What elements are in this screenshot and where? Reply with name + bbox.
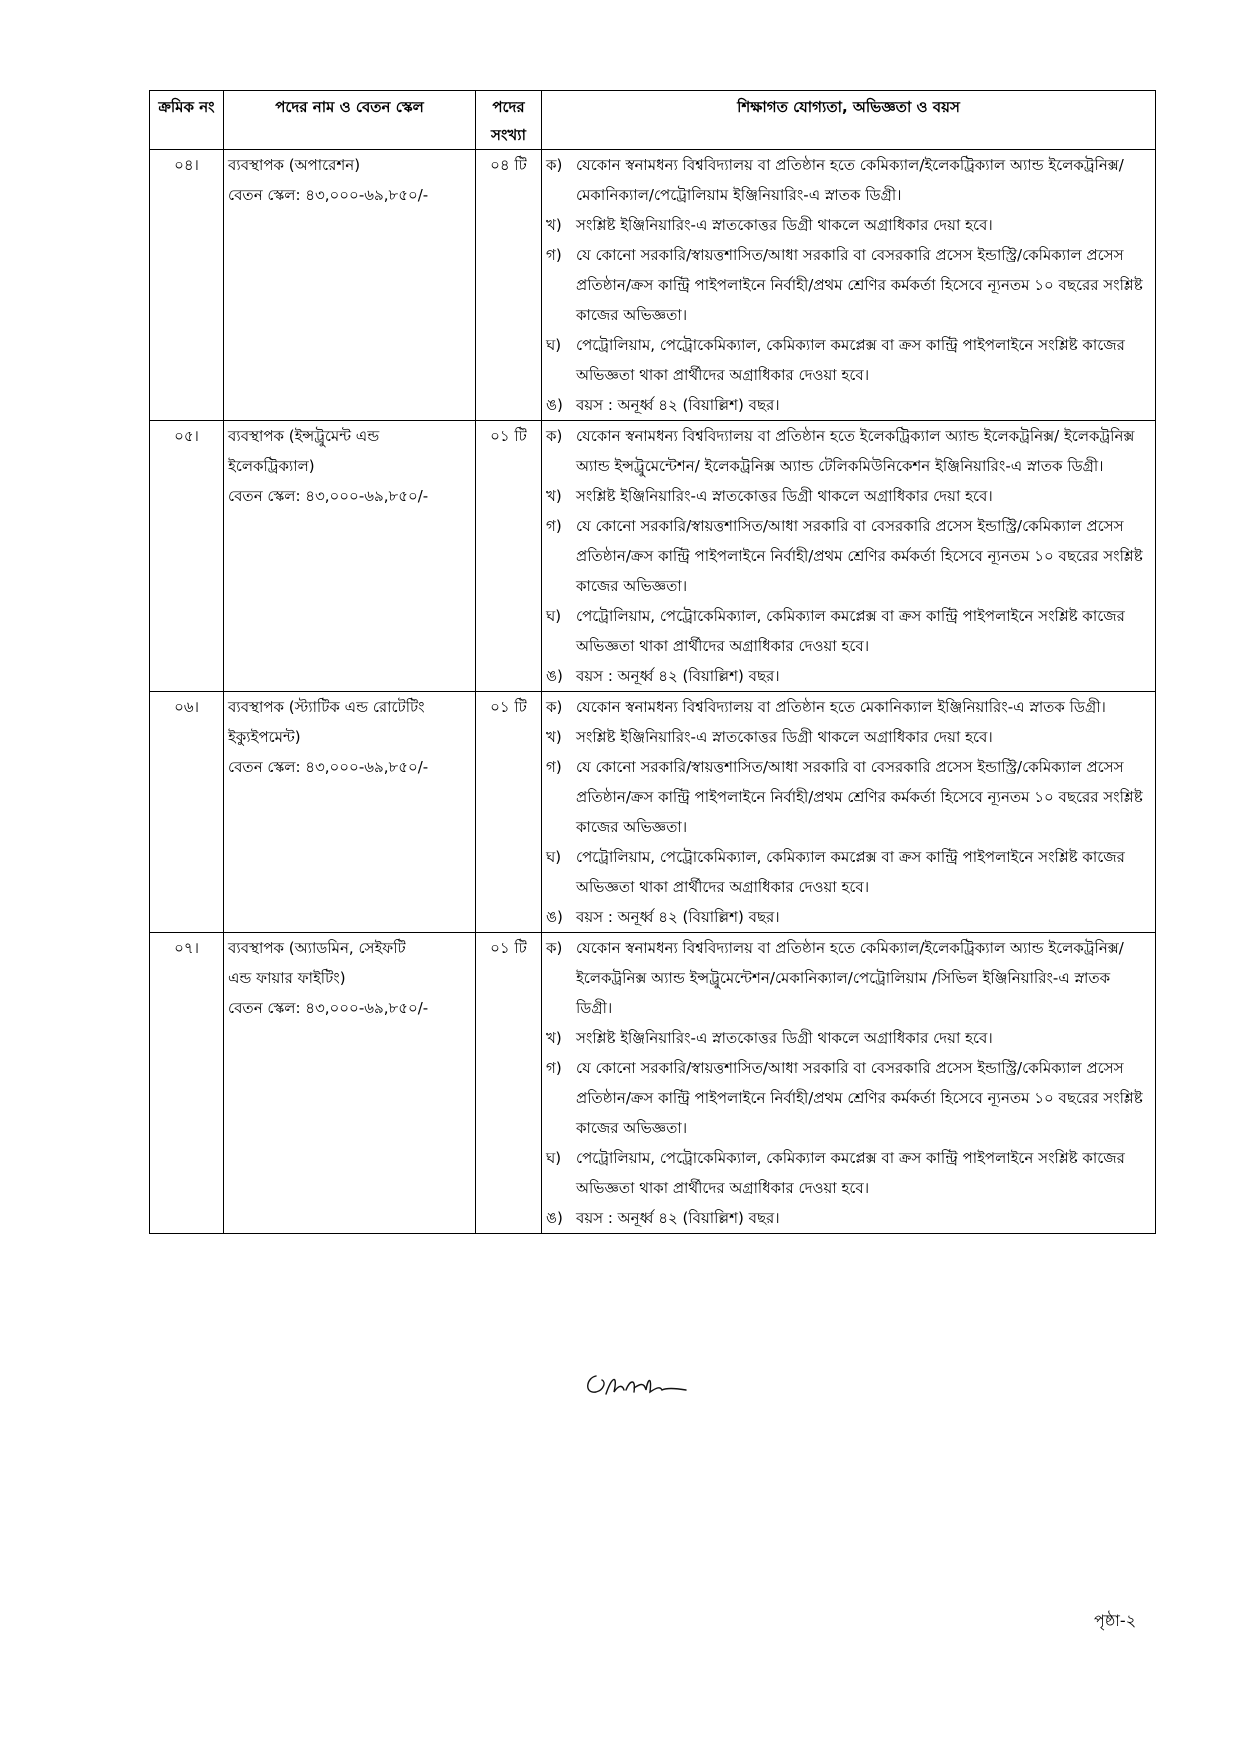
qualification-item — [546, 752, 1151, 842]
item-marker: খ) — [546, 216, 562, 234]
item-marker: ঙ) — [546, 1209, 563, 1227]
post-name-line: ইক্যুইপমেন্ট) — [228, 728, 301, 746]
qualification-item — [546, 1053, 1151, 1143]
table-body — [150, 150, 1156, 1234]
table-row — [150, 150, 1156, 421]
qualification-cell — [542, 150, 1156, 421]
item-marker: ক) — [546, 939, 563, 957]
pay-scale: বেতন স্কেল: ৪৩,০০০-৬৯,৮৫০/- — [228, 758, 429, 776]
item-marker: ঘ) — [546, 336, 562, 354]
item-text: যে কোনো সরকারি/স্বায়ত্তশাসিত/আধা সরকারি বা বেসরকারি প্রসেস ইন্ডাস্ট্রি/কেমিক্যাল প্রসেস প্রতিষ্ঠান/ক্রস কান্ট্রি পাইপলাইনে নির্বাহী/প্রথম শ্রেণির কর্মকর্তা হিসেবে ন্যূনতম ১০ বছরের সংশ্লিষ্ট কাজের অভিজ্ঞতা। — [576, 246, 1143, 324]
item-marker: ঙ) — [546, 396, 563, 414]
posts-table — [149, 90, 1156, 1234]
qualification-cell — [542, 692, 1156, 933]
qualification-item — [546, 902, 1151, 932]
serial-cell: ০৪। — [150, 150, 224, 421]
item-text: পেট্রোলিয়াম, পেট্রোকেমিক্যাল, কেমিক্যাল কমপ্লেক্স বা ক্রস কান্ট্রি পাইপলাইনে সংশ্লিষ্ট কাজের অভিজ্ঞতা থাকা প্রার্থীদের অগ্রাধিকার দেওয়া হবে। — [576, 1149, 1125, 1197]
serial-cell: ০৭। — [150, 933, 224, 1234]
page-number: পৃষ্ঠা-২ — [1094, 1611, 1137, 1630]
serial-cell: ০৬। — [150, 692, 224, 933]
item-marker: খ) — [546, 487, 562, 505]
item-marker: ঘ) — [546, 848, 562, 866]
qualification-list — [546, 421, 1151, 691]
qualification-item — [546, 240, 1151, 330]
post-name-cell — [224, 692, 476, 933]
post-name-line: ব্যবস্থাপক (স্ট্যাটিক এন্ড রোটেটিং — [228, 698, 425, 716]
item-marker: গ) — [546, 517, 562, 535]
qualification-item — [546, 1143, 1151, 1203]
item-text: বয়স : অনূর্ধ্ব ৪২ (বিয়াল্লিশ) বছর। — [576, 667, 780, 685]
item-marker: ক) — [546, 156, 563, 174]
qualification-cell — [542, 421, 1156, 692]
table-row — [150, 692, 1156, 933]
qualification-list — [546, 150, 1151, 420]
serial-cell: ০৫। — [150, 421, 224, 692]
item-marker: ক) — [546, 698, 563, 716]
item-text: পেট্রোলিয়াম, পেট্রোকেমিক্যাল, কেমিক্যাল কমপ্লেক্স বা ক্রস কান্ট্রি পাইপলাইনে সংশ্লিষ্ট কাজের অভিজ্ঞতা থাকা প্রার্থীদের অগ্রাধিকার দেওয়া হবে। — [576, 848, 1125, 896]
qualification-item — [546, 842, 1151, 902]
item-text: যেকোন স্বনামধন্য বিশ্ববিদ্যালয় বা প্রতিষ্ঠান হতে কেমিক্যাল/ইলেকট্রিক্যাল অ্যান্ড ইলেকট্রনিক্স/মেকানিক্যাল/পেট্রোলিয়াম ইঞ্জিনিয়ারিং-এ স্নাতক ডিগ্রী। — [576, 156, 1124, 204]
signature — [582, 1368, 692, 1404]
item-text: পেট্রোলিয়াম, পেট্রোকেমিক্যাল, কেমিক্যাল কমপ্লেক্স বা ক্রস কান্ট্রি পাইপলাইনে সংশ্লিষ্ট কাজের অভিজ্ঞতা থাকা প্রার্থীদের অগ্রাধিকার দেওয়া হবে। — [576, 607, 1125, 655]
item-marker: খ) — [546, 728, 562, 746]
item-text: পেট্রোলিয়াম, পেট্রোকেমিক্যাল, কেমিক্যাল কমপ্লেক্স বা ক্রস কান্ট্রি পাইপলাইনে সংশ্লিষ্ট কাজের অভিজ্ঞতা থাকা প্রার্থীদের অগ্রাধিকার দেওয়া হবে। — [576, 336, 1125, 384]
qualification-item — [546, 390, 1151, 420]
pay-scale: বেতন স্কেল: ৪৩,০০০-৬৯,৮৫০/- — [228, 487, 429, 505]
post-count-cell: ০১ টি — [476, 421, 542, 692]
qualification-item — [546, 692, 1151, 722]
item-marker: ঙ) — [546, 667, 563, 685]
qualification-item — [546, 933, 1151, 1023]
post-name-cell — [224, 421, 476, 692]
table-row — [150, 933, 1156, 1234]
item-text: সংশ্লিষ্ট ইঞ্জিনিয়ারিং-এ স্নাতকোত্তর ডিগ্রী থাকলে অগ্রাধিকার দেয়া হবে। — [576, 728, 993, 746]
header-qualification: শিক্ষাগত যোগ্যতা, অভিজ্ঞতা ও বয়স — [542, 91, 1156, 150]
post-count-cell: ০১ টি — [476, 933, 542, 1234]
table-row — [150, 421, 1156, 692]
qualification-item — [546, 330, 1151, 390]
item-text: যে কোনো সরকারি/স্বায়ত্তশাসিত/আধা সরকারি বা বেসরকারি প্রসেস ইন্ডাস্ট্রি/কেমিক্যাল প্রসেস প্রতিষ্ঠান/ক্রস কান্ট্রি পাইপলাইনে নির্বাহী/প্রথম শ্রেণির কর্মকর্তা হিসেবে ন্যূনতম ১০ বছরের সংশ্লিষ্ট কাজের অভিজ্ঞতা। — [576, 1059, 1143, 1137]
item-text: সংশ্লিষ্ট ইঞ্জিনিয়ারিং-এ স্নাতকোত্তর ডিগ্রী থাকলে অগ্রাধিকার দেয়া হবে। — [576, 216, 993, 234]
qualification-list — [546, 692, 1151, 932]
qualification-item — [546, 421, 1151, 481]
qualification-list — [546, 933, 1151, 1233]
qualification-item — [546, 1023, 1151, 1053]
qualification-item — [546, 511, 1151, 601]
post-count-cell: ০১ টি — [476, 692, 542, 933]
item-text: বয়স : অনূর্ধ্ব ৪২ (বিয়াল্লিশ) বছর। — [576, 396, 780, 414]
qualification-item — [546, 722, 1151, 752]
item-text: বয়স : অনূর্ধ্ব ৪২ (বিয়াল্লিশ) বছর। — [576, 1209, 780, 1227]
qualification-item — [546, 481, 1151, 511]
qualification-item — [546, 601, 1151, 661]
header-post: পদের নাম ও বেতন স্কেল — [224, 91, 476, 150]
post-name-cell — [224, 933, 476, 1234]
post-name-line: ব্যবস্থাপক (ইন্সট্রুমেন্ট এন্ড — [228, 427, 380, 445]
post-name-line: এন্ড ফায়ার ফাইটিং) — [228, 969, 346, 987]
qualification-item — [546, 210, 1151, 240]
item-text: যে কোনো সরকারি/স্বায়ত্তশাসিত/আধা সরকারি বা বেসরকারি প্রসেস ইন্ডাস্ট্রি/কেমিক্যাল প্রসেস প্রতিষ্ঠান/ক্রস কান্ট্রি পাইপলাইনে নির্বাহী/প্রথম শ্রেণির কর্মকর্তা হিসেবে ন্যূনতম ১০ বছরের সংশ্লিষ্ট কাজের অভিজ্ঞতা। — [576, 517, 1143, 595]
item-marker: গ) — [546, 758, 562, 776]
item-marker: গ) — [546, 1059, 562, 1077]
post-name-cell — [224, 150, 476, 421]
item-text: সংশ্লিষ্ট ইঞ্জিনিয়ারিং-এ স্নাতকোত্তর ডিগ্রী থাকলে অগ্রাধিকার দেয়া হবে। — [576, 1029, 993, 1047]
post-name-line: ব্যবস্থাপক (অপারেশন) — [228, 156, 361, 174]
item-text: যেকোন স্বনামধন্য বিশ্ববিদ্যালয় বা প্রতিষ্ঠান হতে মেকানিক্যাল ইঞ্জিনিয়ারিং-এ স্নাতক ডিগ্রী। — [576, 698, 1106, 716]
header-count: পদের সংখ্যা — [476, 91, 542, 150]
post-name-line: ইলেকট্রিক্যাল) — [228, 457, 315, 475]
item-text: যেকোন স্বনামধন্য বিশ্ববিদ্যালয় বা প্রতিষ্ঠান হতে কেমিক্যাল/ইলেকট্রিক্যাল অ্যান্ড ইলেকট্রনিক্স/ইলেকট্রনিক্স অ্যান্ড ইন্সট্রুমেন্টেশন/মেকানিক্যাল/পেট্রোলিয়াম /সিভিল ইঞ্জিনিয়ারিং-এ স্নাতক ডিগ্রী। — [576, 939, 1124, 1017]
pay-scale: বেতন স্কেল: ৪৩,০০০-৬৯,৮৫০/- — [228, 999, 429, 1017]
item-text: যে কোনো সরকারি/স্বায়ত্তশাসিত/আধা সরকারি বা বেসরকারি প্রসেস ইন্ডাস্ট্রি/কেমিক্যাল প্রসেস প্রতিষ্ঠান/ক্রস কান্ট্রি পাইপলাইনে নির্বাহী/প্রথম শ্রেণির কর্মকর্তা হিসেবে ন্যূনতম ১০ বছরের সংশ্লিষ্ট কাজের অভিজ্ঞতা। — [576, 758, 1143, 836]
qualification-item — [546, 1203, 1151, 1233]
pay-scale: বেতন স্কেল: ৪৩,০০০-৬৯,৮৫০/- — [228, 186, 429, 204]
item-marker: ক) — [546, 427, 563, 445]
item-marker: ঘ) — [546, 607, 562, 625]
item-text: যেকোন স্বনামধন্য বিশ্ববিদ্যালয় বা প্রতিষ্ঠান হতে ইলেকট্রিক্যাল অ্যান্ড ইলেকট্রনিক্স/ ইলেকট্রনিক্স অ্যান্ড ইন্সট্রুমেন্টেশন/ ইলেকট্রনিক্স অ্যান্ড টেলিকমিউনিকেশন ইঞ্জিনিয়ারিং-এ স্নাতক ডিগ্রী। — [576, 427, 1135, 475]
qualification-cell — [542, 933, 1156, 1234]
header-serial: ক্রমিক নং — [150, 91, 224, 150]
item-text: বয়স : অনূর্ধ্ব ৪২ (বিয়াল্লিশ) বছর। — [576, 908, 780, 926]
item-marker: খ) — [546, 1029, 562, 1047]
post-name-line: ব্যবস্থাপক (অ্যাডমিন, সেইফটি — [228, 939, 406, 957]
item-marker: গ) — [546, 246, 562, 264]
qualification-item — [546, 150, 1151, 210]
qualification-item — [546, 661, 1151, 691]
item-marker: ঙ) — [546, 908, 563, 926]
item-marker: ঘ) — [546, 1149, 562, 1167]
post-count-cell: ০৪ টি — [476, 150, 542, 421]
item-text: সংশ্লিষ্ট ইঞ্জিনিয়ারিং-এ স্নাতকোত্তর ডিগ্রী থাকলে অগ্রাধিকার দেয়া হবে। — [576, 487, 993, 505]
table-header-row — [150, 91, 1156, 150]
